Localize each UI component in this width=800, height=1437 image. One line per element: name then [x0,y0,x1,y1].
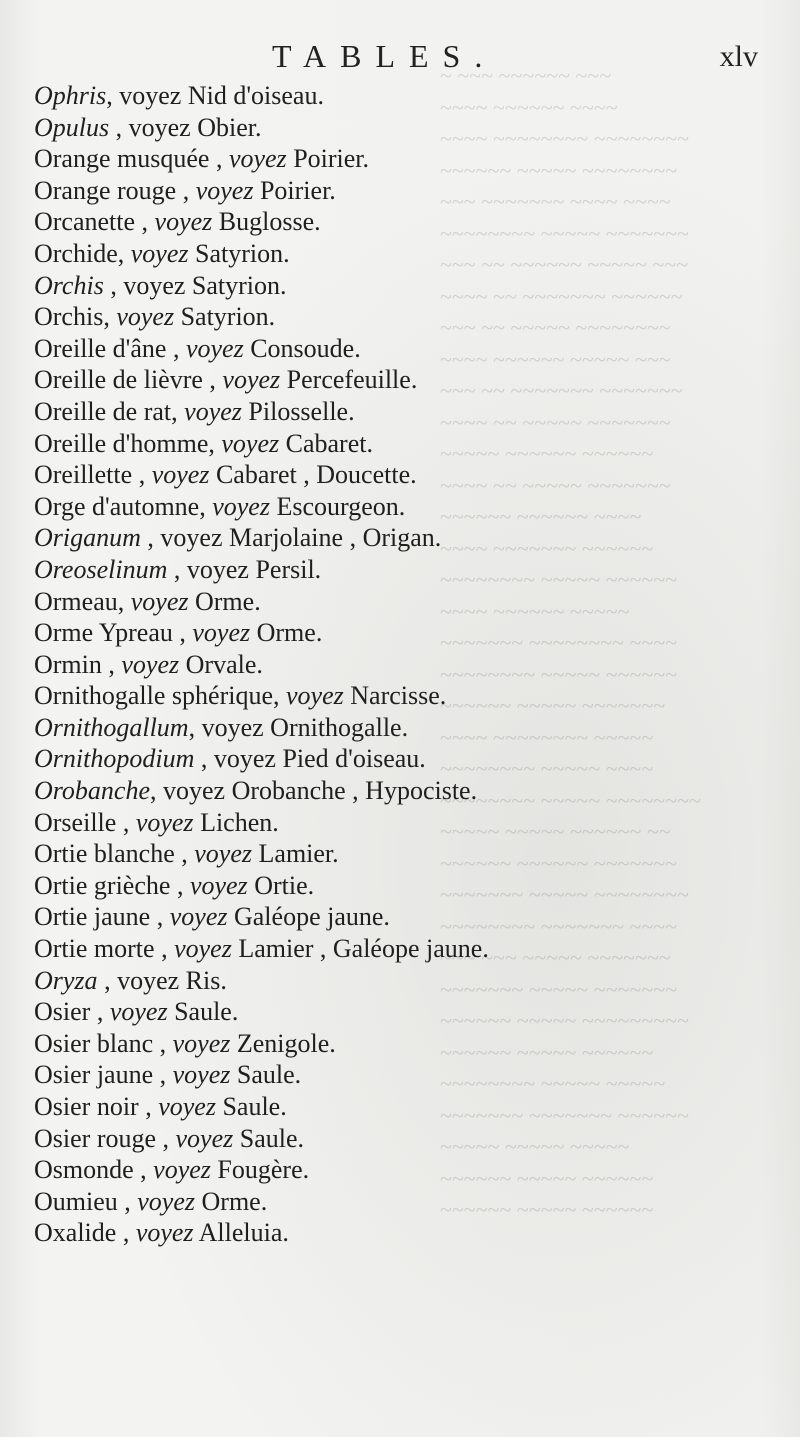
entry-cross-reference-word: voyez [160,523,223,553]
entry-target: Percefeuille. [280,365,418,395]
entry-term: Orchis [34,270,104,300]
index-entry [34,965,774,997]
entry-target: Marjolaine , Origan. [222,523,442,553]
entry-term: Osier blanc [34,1028,154,1058]
entry-target: Saule. [167,997,239,1027]
entry-cross-reference-word: voyez [221,428,280,458]
entry-cross-reference-word: voyez [135,807,194,837]
entry-target: Orobanche , Hypociste. [225,776,478,806]
index-entry [34,364,774,396]
entry-separator: , [117,238,131,268]
entry-cross-reference-word: voyez [158,1092,216,1121]
index-entry [34,175,774,207]
entry-target: Narcisse. [343,681,447,711]
entry-term: Ormeau [34,586,118,616]
entry-term: Osier rouge [34,1123,157,1153]
index-entry [34,1091,774,1123]
index-entry [34,1059,774,1091]
entry-separator: , [170,870,190,900]
index-entry [34,1154,774,1186]
entry-term: Orchide [34,238,118,268]
entry-term: Ortie morte [34,934,155,964]
entry-target: Lamier , Galéope jaune. [231,934,489,964]
entry-cross-reference-word: voyez [213,744,276,774]
index-entry [34,586,774,618]
entry-term: Oxalide [34,1218,117,1248]
entry-term: Orchis [34,302,104,332]
entry-target: Ornithogalle. [263,712,409,742]
entry-term: Ortie grièche [34,870,171,900]
entry-term: Osmonde [34,1155,134,1185]
index-entry [34,870,774,902]
entry-target: Cabaret , Doucette. [209,460,417,490]
entry-cross-reference-word: voyez [169,902,228,932]
entry-cross-reference-word: voyez [186,554,249,584]
entry-term: Ormin [34,649,102,679]
entry-separator: , [174,839,195,869]
entry-separator: , [194,744,214,774]
entry-cross-reference-word: voyez [137,1186,196,1216]
entry-term: Oreille de rat [34,396,172,426]
entry-target: Saule. [233,1123,305,1153]
index-entry [34,649,774,681]
entry-cross-reference-word: voyez [123,270,186,300]
index-entry [34,522,774,554]
entry-cross-reference-word: voyez [228,144,287,174]
entry-term: Oumieu [34,1186,118,1216]
entry-target: Poirier. [286,144,370,174]
entry-target: Orme. [188,586,261,616]
entry-cross-reference-word: voyez [185,333,244,363]
entry-target: Alleluia. [193,1218,289,1248]
index-entry [34,743,774,775]
entry-cross-reference-word: voyez [194,839,253,869]
entry-separator: , [153,1028,173,1058]
index-entry [34,901,774,933]
entry-separator: , [132,460,152,490]
index-entry [34,1186,774,1218]
entry-separator: , [209,144,229,174]
index-entry [34,459,774,491]
entry-cross-reference-word: voyez [116,302,175,332]
index-entry [34,1028,774,1060]
entry-term: Osier noir [34,1092,139,1121]
entry-cross-reference-word: voyez [117,965,180,995]
entry-cross-reference-word: voyez [128,112,191,142]
entry-separator: , [103,270,124,300]
entry-term: Orseille [34,807,117,837]
entry-target: Persil. [248,554,322,584]
entry-target: Ortie. [247,870,315,900]
entry-separator: , [138,1092,159,1121]
entry-target: Obier. [190,112,262,142]
entry-target: Zenigole. [230,1028,336,1058]
entry-target: Orme. [195,1186,268,1216]
index-entry-list [34,80,774,1249]
index-entry [34,554,774,586]
entry-term: Oreoselinum [34,554,168,584]
entry-separator: , [150,902,170,932]
entry-separator: , [156,1123,176,1153]
index-entry [34,143,774,175]
entry-separator: , [188,712,202,742]
entry-term: Osier [34,997,91,1027]
entry-target: Pied d'oiseau. [275,744,426,774]
index-entry [34,112,774,144]
entry-cross-reference-word: voyez [151,460,210,490]
entry-separator: , [167,554,187,584]
entry-separator: , [140,523,161,553]
entry-separator: , [101,649,122,679]
entry-separator: , [154,934,175,964]
entry-separator: , [273,681,286,711]
entry-separator: , [117,1186,138,1216]
entry-cross-reference-word: voyez [121,649,180,679]
entry-term: Oreille d'homme [34,428,209,458]
index-entry [34,491,774,523]
entry-cross-reference-word: voyez [135,1218,194,1248]
entry-target: Poirier. [253,175,336,205]
index-entry [34,1217,774,1249]
entry-cross-reference-word: voyez [163,776,226,806]
entry-target: Satyrion. [188,238,290,268]
entry-separator: , [202,365,223,395]
index-entry [34,996,774,1028]
entry-separator: , [90,997,110,1027]
index-entry [34,712,774,744]
entry-separator: , [109,112,129,142]
entry-target: Saule. [230,1060,302,1090]
entry-term: Osier jaune [34,1060,154,1090]
entry-separator: , [116,807,136,837]
entry-separator: , [208,428,222,458]
entry-term: Orange musquée [34,144,210,174]
entry-term: Oreillette [34,460,133,490]
entry-cross-reference-word: voyez [172,1060,231,1090]
entry-term: Ortie blanche [34,839,175,869]
index-entry [34,1123,774,1155]
entry-separator: , [171,396,185,426]
bleed-through-texture: ~ ~~~ ~~~~~~ ~~~ ~~~~ ~~~~~~ ~~~~ ~~~~ ~~~~~~~~ ~~~~~~~~ ~~~~~~ ~~~~~ ~~~~~~~~ ~~~ ~~~~~~~ ~~~~ ~~~~ ~~~~~~~~ ~~~~~ ~~~~~~~ ~~~ ~~ ~~~~~~ ~~~~~ ~~~ ~~~~ ~~ ~~~~~~~ ~~~~~~ ~~~ ~~ ~~~~~ ~~~~~~~~ ~~~~ ~~~~~~ ~~~~~ ~~~ ~~~ ~~ ~~~~~~~ ~~~~~~~ ~~~~ ~~ ~~~~~ ~~~~~~~ ~~~~~ ~~~~~~ ~~~~~~ ~~~~ ~~ ~~~~~ ~~~~~~~ ~~~~~~ ~~~~~~ ~~~~ ~~~~ ~~~~~~~ ~~~~~~ ~~~~~~~~ ~~~~~ ~~~~~~ ~~~~ ~~~~~~ ~~~~~ ~~~~~~~ ~~~~~~~~ ~~~~ ~~~~~~~~ ~~~~~ ~~~~~~ ~~~~~~ ~~~~~ ~~~~~~~ ~~~~ ~~~~~~~~ ~~~~~ ~~~~~~~~ ~~~~~ ~~~~ ~~~~~~~~ ~~~~~ ~~~~~~~~ ~~~~~ ~~~~~ ~~~~~~ ~~ ~~~~~~ ~~~~~~ ~~~~~~~ ~~~~~~~ ~~~~~ ~~~~~~~~ ~~~~~~~~ ~~~~~~~ ~~~~ ~~~ ~~~ ~~~~~ ~~~~~~~ ~~~~~~~ ~~~~~ ~~~~~~~ ~~~~~~ ~~~~~ ~~~~~~~~~ ~~~~~~ ~~~~~ ~~~~~~ ~~~~~~~~ ~~~~~ ~~~~~ ~~~~~~~ ~~~~~~~ ~~~~~~ ~~~~~ ~~~~~ ~~~~~ ~~~~~~ ~~~~~ ~~~~~~ ~~~~~~ ~~~~~ ~~~~~~ [440,63,701,1222]
entry-target: Galéope jaune. [227,902,390,932]
entry-target: Lichen. [193,807,279,837]
entry-separator: , [150,776,164,806]
index-entry [34,680,774,712]
entry-cross-reference-word: voyez [130,586,189,616]
index-entry [34,206,774,238]
entry-separator: , [97,965,118,995]
entry-term: Ornithogallum [34,712,189,742]
entry-cross-reference-word: voyez [172,1028,231,1058]
entry-separator: , [199,491,213,521]
entry-cross-reference-word: voyez [130,238,189,268]
index-entry [34,238,774,270]
entry-target: Ris. [179,965,227,995]
entry-separator: , [153,1060,173,1090]
entry-separator: , [133,1155,154,1185]
entry-term: Oryza [34,965,98,995]
entry-term: Orcanette [34,207,136,237]
entry-term: Orme Ypreau [34,618,173,648]
entry-target: Satyrion. [174,302,276,332]
entry-target: Lamier. [252,839,339,869]
entry-term: Orange rouge [34,175,177,205]
index-entry [34,617,774,649]
entry-cross-reference-word: voyez [109,997,168,1027]
entry-cross-reference-word: voyez [212,491,270,521]
entry-term: Ornithopodium [34,744,195,774]
entry-cross-reference-word: voyez [195,175,254,205]
entry-term: Orobanche [34,776,151,806]
entry-cross-reference-word: voyez [201,712,264,742]
entry-target: Nid d'oiseau. [181,81,324,110]
index-entry [34,333,774,365]
entry-cross-reference-word: voyez [192,618,251,648]
entry-separator: , [103,302,117,332]
entry-term: Opulus [34,112,110,142]
entry-term: Oreille de lièvre [34,365,203,395]
index-entry [34,933,774,965]
entry-term: Ortie jaune [34,902,151,932]
index-entry [34,807,774,839]
entry-separator: , [116,1218,136,1248]
entry-target: Pilosselle. [241,396,355,426]
entry-target: Consoude. [243,333,361,363]
entry-target: Saule. [215,1092,287,1121]
entry-target: Satyrion. [185,270,287,300]
entry-separator: , [172,618,193,648]
entry-term: Ornithogalle sphérique [34,681,273,711]
page-number: xlv [719,40,758,73]
entry-cross-reference-word: voyez [153,1155,211,1185]
entry-term: Oreille d'âne [34,333,167,363]
entry-separator: , [117,586,131,616]
entry-target: Orvale. [179,649,263,679]
entry-cross-reference-word: voyez [154,207,213,237]
entry-target: Buglosse. [212,207,321,237]
entry-cross-reference-word: voyez [189,870,248,900]
index-entry [34,396,774,428]
entry-target: Fougère. [210,1155,310,1185]
entry-separator: , [166,333,186,363]
entry-cross-reference-word: voyez [286,681,344,711]
entry-term: Orge d'automne [34,491,200,521]
entry-cross-reference-word: voyez [174,934,232,964]
index-entry [34,270,774,302]
index-entry [34,80,774,112]
entry-cross-reference-word: voyez [184,396,242,426]
entry-target: Cabaret. [279,428,373,458]
entry-term: Ophris [34,81,107,110]
entry-term: Origanum [34,523,141,553]
entry-separator: , [135,207,155,237]
running-head: TABLES. [272,38,497,74]
entry-target: Orme. [250,618,323,648]
index-entry [34,838,774,870]
entry-cross-reference-word: voyez [119,81,182,110]
index-entry [34,775,774,807]
entry-separator: , [106,81,120,110]
index-entry [34,301,774,333]
entry-cross-reference-word: voyez [222,365,281,395]
index-entry [34,428,774,460]
entry-target: Escourgeon. [269,491,406,521]
entry-separator: , [176,175,196,205]
entry-cross-reference-word: voyez [175,1123,234,1153]
